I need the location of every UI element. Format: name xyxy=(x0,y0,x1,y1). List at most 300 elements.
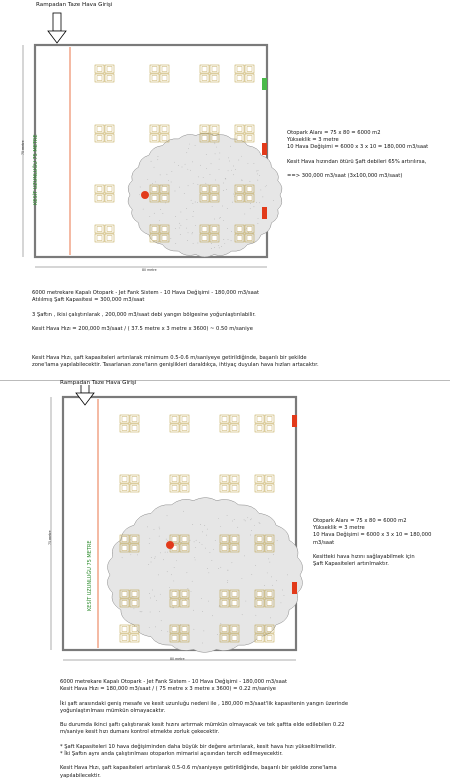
smoke-speckle xyxy=(233,174,234,175)
smoke-speckle xyxy=(219,248,220,249)
car-icon xyxy=(202,196,207,201)
smoke-speckle xyxy=(154,167,155,168)
smoke-speckle xyxy=(151,562,152,563)
smoke-speckle xyxy=(250,208,251,209)
car-icon xyxy=(182,601,187,606)
smoke-speckle xyxy=(200,524,201,525)
smoke-speckle xyxy=(194,629,195,630)
smoke-speckle xyxy=(170,549,171,550)
smoke-speckle xyxy=(169,587,170,588)
smoke-speckle xyxy=(244,214,245,215)
smoke-speckle xyxy=(152,183,153,184)
smoke-speckle xyxy=(282,590,283,591)
smoke-speckle xyxy=(157,159,158,160)
car-icon xyxy=(122,477,127,482)
smoke-speckle xyxy=(260,523,261,524)
smoke-speckle xyxy=(229,161,230,162)
car-icon xyxy=(212,196,217,201)
smoke-speckle xyxy=(198,184,199,185)
smoke-speckle xyxy=(190,540,191,541)
smoke-speckle xyxy=(192,524,193,525)
car-icon xyxy=(257,417,262,422)
car-icon xyxy=(132,627,137,632)
smoke-speckle xyxy=(287,575,288,576)
car-icon xyxy=(162,227,167,232)
smoke-speckle xyxy=(219,159,220,160)
car-icon xyxy=(97,227,102,232)
car-icon xyxy=(267,417,272,422)
smoke-speckle xyxy=(266,185,267,186)
car-icon xyxy=(97,187,102,192)
smoke-speckle xyxy=(232,562,233,563)
smoke-speckle xyxy=(226,189,227,190)
car-icon xyxy=(232,601,237,606)
smoke-speckle xyxy=(154,529,155,530)
fire-source-icon xyxy=(166,541,174,549)
smoke-speckle xyxy=(165,203,166,204)
smoke-speckle xyxy=(227,582,228,583)
smoke-speckle xyxy=(143,209,144,210)
smoke-speckle xyxy=(151,557,152,558)
smoke-speckle xyxy=(202,643,203,644)
car-icon xyxy=(152,127,157,132)
car-icon xyxy=(222,486,227,491)
car-icon xyxy=(212,67,217,72)
car-icon xyxy=(267,477,272,482)
smoke-speckle xyxy=(167,552,168,553)
car-icon xyxy=(202,227,207,232)
car-icon xyxy=(132,477,137,482)
smoke-speckle xyxy=(260,190,261,191)
smoke-speckle xyxy=(130,539,131,540)
smoke-speckle xyxy=(191,591,192,592)
smoke-speckle xyxy=(161,630,162,631)
smoke-speckle xyxy=(192,581,193,582)
smoke-speckle xyxy=(158,575,159,576)
car-icon xyxy=(257,426,262,431)
car-icon xyxy=(222,636,227,641)
smoke-speckle xyxy=(210,174,211,175)
car-icon xyxy=(122,636,127,641)
smoke-speckle xyxy=(179,187,180,188)
smoke-speckle xyxy=(228,239,229,240)
car-icon xyxy=(267,601,272,606)
smoke-speckle xyxy=(159,529,160,530)
smoke-speckle xyxy=(267,573,268,574)
smoke-speckle xyxy=(259,202,260,203)
smoke-speckle xyxy=(248,163,249,164)
car-icon xyxy=(107,236,112,241)
smoke-speckle xyxy=(273,200,274,201)
smoke-speckle xyxy=(217,200,218,201)
car-icon xyxy=(132,636,137,641)
smoke-speckle xyxy=(254,163,255,164)
car-icon xyxy=(222,477,227,482)
smoke-speckle xyxy=(233,166,234,167)
smoke-speckle xyxy=(210,552,211,553)
smoke-speckle xyxy=(187,240,188,241)
smoke-speckle xyxy=(189,144,190,145)
smoke-speckle xyxy=(204,525,205,526)
smoke-speckle xyxy=(151,161,152,162)
car-icon xyxy=(232,426,237,431)
smoke-speckle xyxy=(158,156,159,157)
smoke-speckle xyxy=(195,560,196,561)
smoke-speckle xyxy=(207,568,208,569)
smoke-speckle xyxy=(179,223,180,224)
smoke-speckle xyxy=(220,526,221,527)
smoke-speckle xyxy=(227,208,228,209)
smoke-speckle xyxy=(251,519,252,520)
smoke-speckle xyxy=(131,597,132,598)
summary-note: 6000 metrekare Kapalı Otopark - Jet Fank Sistem - 10 Hava Değişimi - 180,000 m3/saat Atılılmış Şaft Kapasitesi = 300,000 m3/saat 3 Şaftın , ikisi çalıştırılarak , 200,000 m3/saat debi yangın bölgesine yoğunlaştırılabilir. Kesit Hava Hızı = 200,000 m3/saat / ( 37.5 metre x 3 metre x 3600) ~ 0.50 m/saniye Kesit Hava Hızı, şaft kapasiteleri artırılarak minimum 0.5-0.6 m/saniyeye getirildiğinde, başarılı bir şekilde zone'lama yapılabilecektir. Tasarlanan zone'ların genişlikleri daraldıkça, ihtiyaç duyulan hava hızları artacaktır. xyxy=(32,290,319,369)
smoke-speckle xyxy=(230,146,231,147)
smoke-speckle xyxy=(258,223,259,224)
smoke-speckle xyxy=(180,234,181,235)
smoke-speckle xyxy=(157,187,158,188)
car-icon xyxy=(122,592,127,597)
smoke-speckle xyxy=(159,611,160,612)
car-icon xyxy=(97,136,102,141)
car-icon xyxy=(222,592,227,597)
smoke-speckle xyxy=(215,540,216,541)
car-icon xyxy=(132,592,137,597)
smoke-speckle xyxy=(148,564,149,565)
entry-arrow-shaft xyxy=(53,13,61,31)
smoke-speckle xyxy=(205,548,206,549)
car-icon xyxy=(152,236,157,241)
smoke-speckle xyxy=(276,580,277,581)
car-icon xyxy=(267,546,272,551)
car-icon xyxy=(152,227,157,232)
smoke-speckle xyxy=(152,590,153,591)
smoke-speckle xyxy=(206,154,207,155)
car-icon xyxy=(222,627,227,632)
smoke-speckle xyxy=(245,601,246,602)
smoke-speckle xyxy=(219,153,220,154)
car-icon xyxy=(162,196,167,201)
width-dimension-label: 80 metre xyxy=(142,268,157,272)
entry-arrow-shaft xyxy=(81,385,89,393)
smoke-speckle xyxy=(161,620,162,621)
smoke-speckle xyxy=(202,544,203,545)
car-icon xyxy=(107,67,112,72)
car-icon xyxy=(212,227,217,232)
width-dimension-label: 80 metre xyxy=(170,657,185,661)
smoke-speckle xyxy=(212,560,213,561)
car-icon xyxy=(172,486,177,491)
car-icon xyxy=(247,136,252,141)
smoke-speckle xyxy=(186,152,187,153)
smoke-speckle xyxy=(221,246,222,247)
car-icon xyxy=(162,76,167,81)
car-icon xyxy=(267,636,272,641)
car-icon xyxy=(257,592,262,597)
side-calculation-note: Otopark Alanı = 75 x 80 = 6000 m2 Yükseklik = 3 metre 10 Hava Değişimi = 6000 x 3 x 10 = 180,000 m3/saat Kesit Hava hızından ötürü Şaft debileri 65% artırılırsa, ==> 300,000 m3/saat (3x100,000 m3/saat) xyxy=(287,130,429,180)
entry-arrow-head xyxy=(48,31,66,43)
smoke-speckle xyxy=(227,580,228,581)
car-icon xyxy=(202,136,207,141)
car-icon xyxy=(257,537,262,542)
smoke-speckle xyxy=(245,520,246,521)
car-icon xyxy=(247,196,252,201)
car-icon xyxy=(107,136,112,141)
smoke-speckle xyxy=(166,539,167,540)
car-icon xyxy=(202,187,207,192)
smoke-speckle xyxy=(258,218,259,219)
smoke-speckle xyxy=(193,610,194,611)
car-icon xyxy=(267,537,272,542)
car-icon xyxy=(212,187,217,192)
smoke-speckle xyxy=(202,611,203,612)
smoke-speckle xyxy=(187,169,188,170)
smoke-speckle xyxy=(227,515,228,516)
smoke-speckle xyxy=(197,202,198,203)
car-icon xyxy=(232,417,237,422)
smoke-speckle xyxy=(181,225,182,226)
smoke-speckle xyxy=(215,143,216,144)
smoke-speckle xyxy=(215,180,216,181)
smoke-speckle xyxy=(242,180,243,181)
smoke-speckle xyxy=(195,202,196,203)
smoke-speckle xyxy=(150,598,151,599)
car-icon xyxy=(182,636,187,641)
car-icon xyxy=(222,546,227,551)
smoke-speckle xyxy=(223,190,224,191)
smoke-speckle xyxy=(191,200,192,201)
section-length-label: KESİT UZUNLUĞU 75 METRE xyxy=(33,134,39,205)
smoke-speckle xyxy=(174,162,175,163)
car-icon xyxy=(182,477,187,482)
car-icon xyxy=(152,196,157,201)
car-icon xyxy=(257,486,262,491)
smoke-speckle xyxy=(154,596,155,597)
smoke-speckle xyxy=(215,153,216,154)
smoke-speckle xyxy=(254,525,255,526)
smoke-speckle xyxy=(156,600,157,601)
car-icon xyxy=(257,477,262,482)
car-icon xyxy=(152,136,157,141)
side-calculation-note: Otopark Alanı = 75 x 80 = 6000 m2 Yükseklik = 3 metre 10 Hava Değişimi = 6000 x 3 x 10 = 180,000 m3/saat Kesitteki hava hızını sağlayabilmek için Şaft Kapasiteleri artırılmaktır. xyxy=(313,518,432,568)
height-dimension-label: 75 metre xyxy=(48,530,52,545)
smoke-speckle xyxy=(160,594,161,595)
smoke-speckle xyxy=(214,247,215,248)
car-icon xyxy=(267,592,272,597)
car-icon xyxy=(237,187,242,192)
smoke-speckle xyxy=(219,218,220,219)
car-icon xyxy=(182,592,187,597)
smoke-speckle xyxy=(140,187,141,188)
car-icon xyxy=(237,76,242,81)
car-icon xyxy=(122,537,127,542)
smoke-speckle xyxy=(167,571,168,572)
car-icon xyxy=(267,426,272,431)
smoke-speckle xyxy=(192,161,193,162)
smoke-speckle xyxy=(162,185,163,186)
smoke-speckle xyxy=(203,177,204,178)
smoke-speckle xyxy=(273,554,274,555)
smoke-speckle xyxy=(194,541,195,542)
smoke-speckle xyxy=(238,234,239,235)
smoke-speckle xyxy=(192,232,193,233)
smoke-speckle xyxy=(194,557,195,558)
smoke-speckle xyxy=(188,232,189,233)
smoke-speckle xyxy=(149,538,150,539)
car-icon xyxy=(222,601,227,606)
smoke-speckle xyxy=(211,163,212,164)
smoke-speckle xyxy=(225,178,226,179)
exhaust-shaft-icon xyxy=(292,415,297,427)
smoke-speckle xyxy=(219,605,220,606)
car-icon xyxy=(132,601,137,606)
smoke-speckle xyxy=(173,608,174,609)
smoke-speckle xyxy=(272,585,273,586)
car-icon xyxy=(237,127,242,132)
smoke-speckle xyxy=(268,559,269,560)
smoke-speckle xyxy=(228,158,229,159)
smoke-speckle xyxy=(167,174,168,175)
car-icon xyxy=(247,127,252,132)
smoke-speckle xyxy=(193,216,194,217)
smoke-speckle xyxy=(183,511,184,512)
smoke-speckle xyxy=(171,574,172,575)
smoke-speckle xyxy=(185,164,186,165)
car-icon xyxy=(152,76,157,81)
exhaust-shaft-icon xyxy=(292,582,297,594)
smoke-speckle xyxy=(227,570,228,571)
smoke-speckle xyxy=(262,197,263,198)
exhaust-shaft-icon xyxy=(262,78,267,90)
smoke-speckle xyxy=(257,174,258,175)
smoke-speckle xyxy=(220,623,221,624)
smoke-speckle xyxy=(244,556,245,557)
smoke-speckle xyxy=(265,186,266,187)
exhaust-shaft-icon xyxy=(262,143,267,155)
smoke-speckle xyxy=(219,169,220,170)
car-icon xyxy=(172,477,177,482)
smoke-speckle xyxy=(175,228,176,229)
car-icon xyxy=(182,417,187,422)
car-icon xyxy=(237,227,242,232)
smoke-speckle xyxy=(206,183,207,184)
car-icon xyxy=(132,426,137,431)
car-icon xyxy=(132,537,137,542)
smoke-speckle xyxy=(185,599,186,600)
smoke-speckle xyxy=(234,519,235,520)
smoke-speckle xyxy=(232,202,233,203)
smoke-speckle xyxy=(159,220,160,221)
smoke-speckle xyxy=(250,519,251,520)
car-icon xyxy=(162,67,167,72)
car-icon xyxy=(182,627,187,632)
smoke-speckle xyxy=(218,518,219,519)
smoke-speckle xyxy=(202,532,203,533)
smoke-speckle xyxy=(232,521,233,522)
smoke-speckle xyxy=(149,593,150,594)
smoke-speckle xyxy=(281,602,282,603)
car-icon xyxy=(247,67,252,72)
smoke-speckle xyxy=(271,577,272,578)
car-icon xyxy=(97,67,102,72)
smoke-speckle xyxy=(257,180,258,181)
smoke-speckle xyxy=(155,557,156,558)
smoke-speckle xyxy=(231,170,232,171)
car-icon xyxy=(232,486,237,491)
car-icon xyxy=(232,627,237,632)
smoke-speckle xyxy=(212,615,213,616)
smoke-speckle xyxy=(176,560,177,561)
smoke-speckle xyxy=(147,527,148,528)
smoke-speckle xyxy=(220,217,221,218)
smoke-speckle xyxy=(258,170,259,171)
car-icon xyxy=(202,236,207,241)
car-icon xyxy=(152,67,157,72)
car-icon xyxy=(247,227,252,232)
smoke-speckle xyxy=(140,611,141,612)
smoke-speckle xyxy=(207,529,208,530)
car-icon xyxy=(97,236,102,241)
car-icon xyxy=(132,417,137,422)
car-icon xyxy=(247,187,252,192)
smoke-speckle xyxy=(167,631,168,632)
smoke-speckle xyxy=(195,145,196,146)
smoke-speckle xyxy=(251,530,252,531)
smoke-speckle xyxy=(193,211,194,212)
car-icon xyxy=(162,127,167,132)
car-icon xyxy=(122,601,127,606)
car-icon xyxy=(107,127,112,132)
smoke-speckle xyxy=(163,559,164,560)
smoke-speckle xyxy=(208,601,209,602)
smoke-speckle xyxy=(211,248,212,249)
smoke-speckle xyxy=(201,598,202,599)
height-dimension-label: 75 metre xyxy=(21,140,25,155)
smoke-speckle xyxy=(259,522,260,523)
smoke-speckle xyxy=(174,567,175,568)
smoke-speckle xyxy=(173,581,174,582)
smoke-speckle xyxy=(142,611,143,612)
smoke-speckle xyxy=(220,567,221,568)
fire-source-icon xyxy=(141,191,149,199)
car-icon xyxy=(162,236,167,241)
smoke-speckle xyxy=(159,536,160,537)
smoke-speckle xyxy=(248,232,249,233)
smoke-speckle xyxy=(203,631,204,632)
smoke-speckle xyxy=(247,517,248,518)
fresh-air-entry-label: Rampadan Taze Hava Girişi xyxy=(60,380,137,386)
smoke-speckle xyxy=(218,245,219,246)
smoke-speckle xyxy=(242,614,243,615)
smoke-speckle xyxy=(160,175,161,176)
smoke-speckle xyxy=(255,565,256,566)
smoke-speckle xyxy=(213,549,214,550)
smoke-speckle xyxy=(228,170,229,171)
smoke-speckle xyxy=(198,243,199,244)
smoke-speckle xyxy=(186,208,187,209)
car-icon xyxy=(172,601,177,606)
smoke-speckle xyxy=(224,243,225,244)
car-icon xyxy=(172,417,177,422)
car-icon xyxy=(97,76,102,81)
smoke-speckle xyxy=(233,194,234,195)
car-icon xyxy=(182,486,187,491)
smoke-speckle xyxy=(277,540,278,541)
smoke-speckle xyxy=(188,148,189,149)
smoke-speckle xyxy=(231,240,232,241)
car-icon xyxy=(202,127,207,132)
smoke-speckle xyxy=(154,558,155,559)
smoke-speckle xyxy=(186,228,187,229)
